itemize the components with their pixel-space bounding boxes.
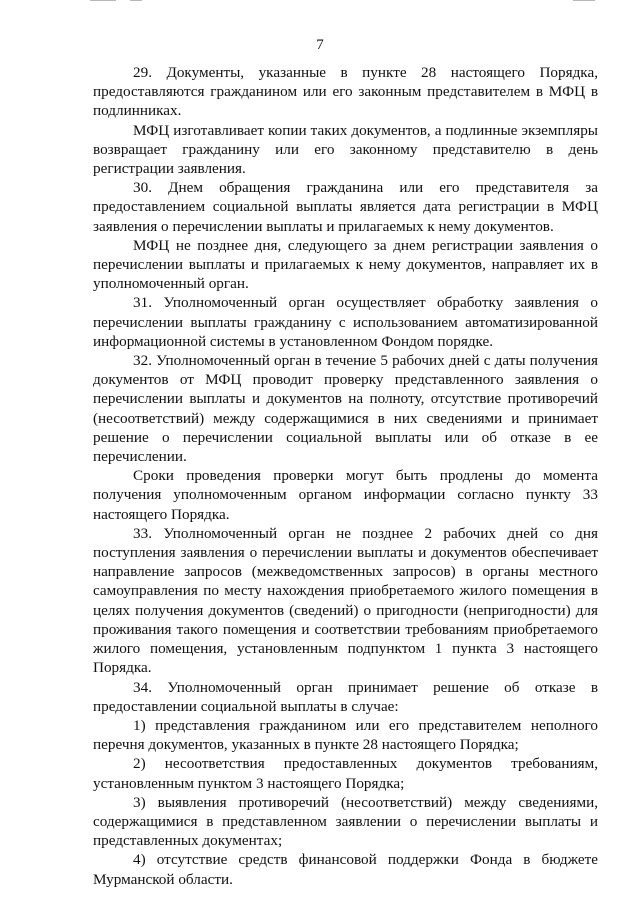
list-item-2: 2) несоответствия предоставленных документов требованиям, установленным пунктом 3 настоящего Порядка; (93, 755, 598, 792)
document-body (93, 63, 598, 889)
paragraph-34: 34. Уполномоченный орган принимает решение об отказе в предоставлении социальной выплаты в случае: (93, 678, 598, 715)
paragraph-30: 30. Днем обращения гражданина или его представителя за предоставлением социальной выплаты является дата регистрации в МФЦ заявления о перечислении выплаты и прилагаемых к нему документов. (93, 179, 598, 235)
scan-edge-mark (573, 0, 595, 1)
scan-edge-mark (90, 0, 116, 1)
paragraph-33: 33. Уполномоченный орган не позднее 2 рабочих дней со дня поступления заявления о перечислении выплаты и документов обеспечивает направление запросов (межведомственных запросов) в органы местного самоуправления по месту нахождения приобретаемого жилого помещения в целях получения документов (сведений) о пригодности (непригодности) для проживания такого помещения и соответствии требованиям приобретаемого жилого помещения, установленным подпунктом 1 пункта 3 настоящего Порядка. (93, 524, 598, 677)
scan-edge-mark (130, 0, 142, 1)
list-item-1: 1) представления гражданином или его представителем неполного перечня документов, указанных в пункте 28 настоящего Порядка; (93, 716, 598, 754)
paragraph-31: 31. Уполномоченный орган осуществляет обработку заявления о перечислении выплаты гражданину с использованием автоматизированной информационной системы в установленном Фондом порядке. (93, 294, 598, 350)
paragraph-copies: МФЦ изготавливает копии таких документов, а подлинные экземпляры возвращает гражданину или его законному представителю в день регистрации заявления. (93, 121, 598, 178)
paragraph-deadlines: Сроки проведения проверки могут быть продлены до момента получения уполномоченным органом информации согласно пункту 33 настоящего Порядка. (93, 467, 598, 523)
paragraph-29: 29. Документы, указанные в пункте 28 настоящего Порядка, предоставляются гражданином или его законным представителем в МФЦ в подлинниках. (93, 64, 598, 120)
page-number: 7 (316, 37, 324, 53)
paragraph-32: 32. Уполномоченный орган в течение 5 рабочих дней с даты получения документов от МФЦ проводит проверку представленного заявления о перечислении выплаты и документов на полноту, отсутствие противоречий (несоответствий) между содержащимися в них сведениями и принимает решение о перечислении социальной выплаты или об отказе в ее перечислении. (93, 352, 598, 466)
paragraph-forwarding: МФЦ не позднее дня, следующего за днем регистрации заявления о перечислении выплаты и прилагаемых к нему документов, направляет их в уполномоченный орган. (93, 236, 598, 293)
list-item-4: 4) отсутствие средств финансовой поддержки Фонда в бюджете Мурманской области. (93, 851, 598, 888)
list-item-3: 3) выявления противоречий (несоответствий) между сведениями, содержащимися в представленном заявлении о перечислении выплаты и представленных документах; (93, 793, 598, 850)
